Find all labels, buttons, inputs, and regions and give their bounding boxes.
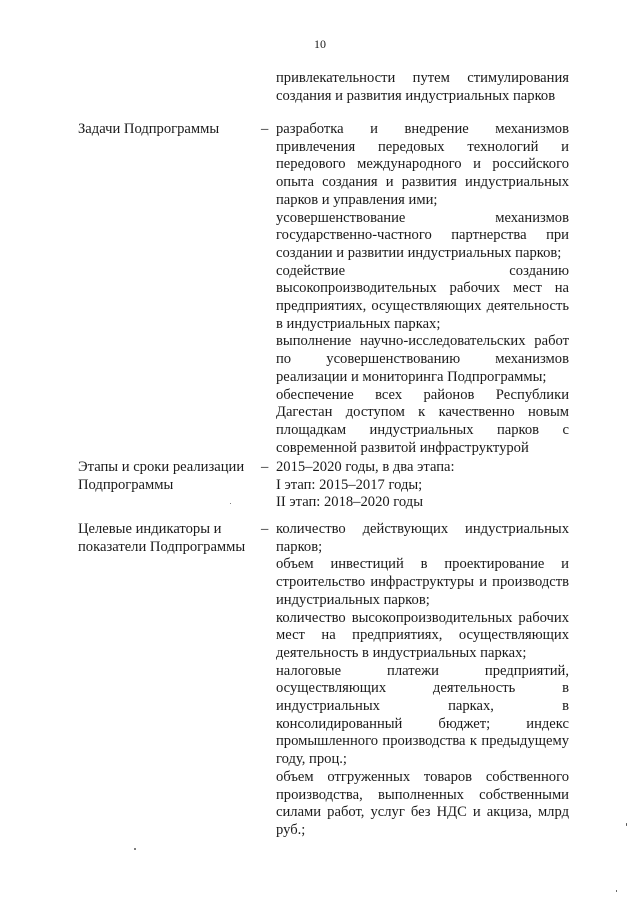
scan-speck [134, 848, 136, 850]
stage-item: I этап: 2015–2017 годы; [276, 476, 423, 493]
stage-item: II этап: 2018–2020 годы [276, 494, 424, 511]
row-label: Задачи Подпрограммы [78, 121, 220, 137]
row-content [276, 121, 569, 457]
indicator-item: количество высокопроизводительных рабочих мест на предприятиях, осуществляющих деятельность в индустриальных парках; [276, 609, 569, 661]
scan-speck [616, 890, 617, 892]
indicator-item: количество действующих индустриальных парков; [276, 521, 569, 555]
row-label: Целевые индикаторы и показатели Подпрограммы [78, 521, 246, 555]
row-content [276, 521, 569, 840]
task-item: разработка и внедрение механизмов привлечения передовых технологий и передового международного и российского опыта создания и развития индустриальных парков и управления ими; [276, 121, 569, 208]
continuation-line: привлекательности путем стимулирования [276, 70, 569, 86]
continuation-line: создания и развития индустриальных парков [276, 87, 556, 104]
indicator-item: налоговые платежи предприятий, осуществляющих деятельность в индустриальных парках, в консолидированный бюджет; индекс промышленного производства к предыдущему году, проц.; [276, 662, 569, 768]
row-label: Этапы и сроки реализации Подпрограммы [78, 459, 245, 493]
scan-speck [626, 823, 627, 826]
row-dash: – [261, 121, 269, 137]
task-item: усовершенствование механизмов государственно-частного партнерства при создании и развитии индустриальных парков; [276, 209, 569, 261]
continuation-text [276, 70, 569, 105]
scan-speck [230, 503, 231, 504]
row-dash: – [261, 521, 269, 537]
task-item: обеспечение всех районов Республики Дагестан доступом к качественно новым площадкам индустриальных парков с современной развитой инфраструктурой [276, 386, 569, 456]
row-content [276, 459, 569, 512]
page-number: 10 [314, 37, 326, 51]
task-item: выполнение научно-исследовательских работ по усовершенствованию механизмов реализации и мониторинга Подпрограммы; [276, 333, 569, 385]
stage-item: 2015–2020 годы, в два этапа: [276, 459, 455, 475]
indicator-item: объем отгруженных товаров собственного производства, выполненных собственными силами работ, услуг без НДС и акциза, млрд руб.; [276, 768, 569, 838]
row-dash: – [261, 459, 269, 475]
task-item: содействие созданию высокопроизводительных рабочих мест на предприятиях, осуществляющих деятельность в индустриальных парках; [276, 262, 569, 332]
indicator-item: объем инвестиций в проектирование и строительство инфраструктуры и производств индустриальных парков; [276, 556, 569, 608]
